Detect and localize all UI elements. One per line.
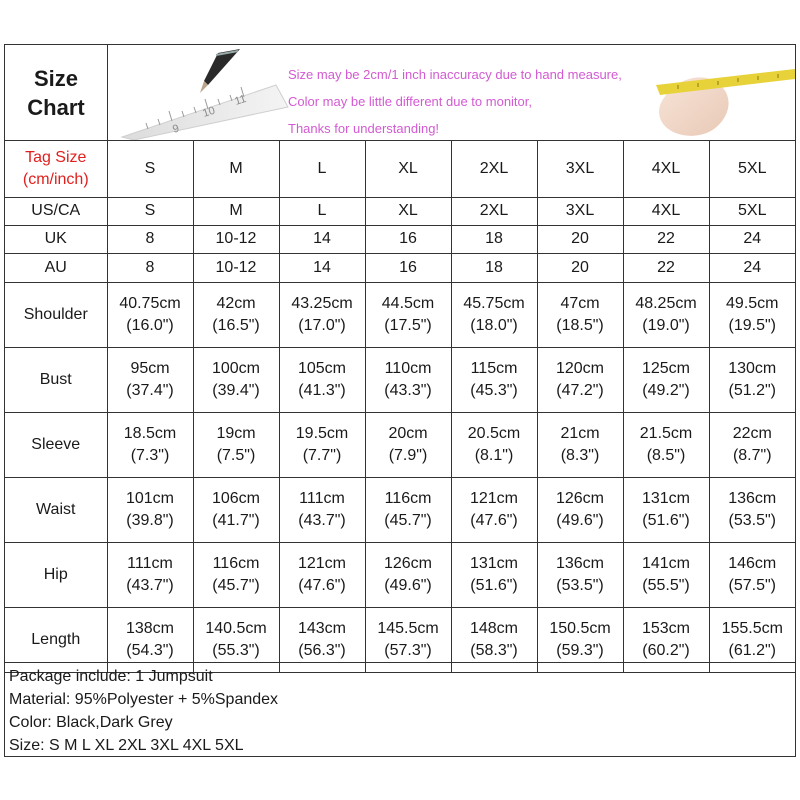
cm-value: 145.5cm bbox=[377, 619, 439, 637]
size-cell: 20 bbox=[537, 253, 623, 282]
cm-value: 126cm bbox=[555, 489, 605, 507]
measurement-label: Length bbox=[5, 607, 107, 672]
cm-value: 19cm bbox=[216, 424, 256, 442]
inch-value: (8.1") bbox=[474, 446, 514, 464]
measurement-cell bbox=[365, 477, 451, 542]
measurement-cell bbox=[451, 282, 537, 347]
measurement-cell bbox=[365, 412, 451, 477]
cm-value: 95cm bbox=[130, 359, 170, 377]
cm-value: 131cm bbox=[641, 489, 691, 507]
row-label: AU bbox=[5, 253, 107, 282]
cm-value: 105cm bbox=[297, 359, 347, 377]
inch-value: (8.7") bbox=[732, 446, 772, 464]
cm-value: 49.5cm bbox=[726, 294, 779, 312]
inch-value: (57.3") bbox=[384, 641, 432, 659]
size-cell: 16 bbox=[365, 253, 451, 282]
cm-value: 125cm bbox=[641, 359, 691, 377]
size-cell: 14 bbox=[279, 253, 365, 282]
cm-value: 111cm bbox=[299, 489, 345, 507]
tag-size-row bbox=[5, 141, 795, 197]
measurement-cell bbox=[623, 347, 709, 412]
measurement-row bbox=[5, 542, 795, 607]
cm-value: 40.75cm bbox=[119, 294, 181, 312]
measurement-label: Waist bbox=[5, 477, 107, 542]
cm-value: 150.5cm bbox=[549, 619, 611, 637]
cm-value: 110cm bbox=[384, 359, 432, 377]
measurement-label: Bust bbox=[5, 347, 107, 412]
inch-value: (53.5") bbox=[728, 511, 776, 529]
cm-value: 21.5cm bbox=[639, 424, 693, 442]
cm-value: 19.5cm bbox=[295, 424, 349, 442]
inch-value: (8.3") bbox=[560, 446, 600, 464]
inch-value: (7.7") bbox=[302, 446, 342, 464]
cm-value: 140.5cm bbox=[205, 619, 267, 637]
measurement-cell bbox=[279, 282, 365, 347]
ruler-icon bbox=[122, 85, 288, 140]
tag-size-cell: S bbox=[107, 141, 193, 197]
inch-value: (7.3") bbox=[130, 446, 170, 464]
measurement-cell bbox=[365, 282, 451, 347]
measurement-cell bbox=[193, 347, 279, 412]
size-cell: 14 bbox=[279, 225, 365, 253]
tag-size-cell: 4XL bbox=[623, 141, 709, 197]
measurement-cell bbox=[279, 477, 365, 542]
size-cell: 2XL bbox=[451, 197, 537, 225]
size-cell: XL bbox=[365, 197, 451, 225]
size-cell: L bbox=[279, 197, 365, 225]
size-cell: 20 bbox=[537, 225, 623, 253]
chart-title bbox=[5, 45, 108, 140]
ruler-digit-11: 11 bbox=[233, 92, 248, 108]
ruler-digit-10: 10 bbox=[201, 104, 217, 120]
size-chart bbox=[4, 44, 796, 757]
tag-size-label-line: (cm/inch) bbox=[22, 170, 89, 188]
size-cell: 22 bbox=[623, 253, 709, 282]
size-cell: M bbox=[193, 197, 279, 225]
pencil-icon bbox=[200, 49, 240, 93]
material: Material: 95%Polyester + 5%Spandex bbox=[9, 691, 279, 708]
inch-value: (60.2") bbox=[642, 641, 690, 659]
note-line: Color may be little different due to monitor, bbox=[288, 94, 532, 109]
inch-value: (41.3") bbox=[298, 381, 346, 399]
inch-value: (55.3") bbox=[212, 641, 260, 659]
product-details bbox=[5, 662, 795, 756]
inch-value: (58.3") bbox=[470, 641, 518, 659]
inch-value: (51.2") bbox=[728, 381, 776, 399]
inch-value: (45.7") bbox=[212, 576, 260, 594]
inch-value: (37.4") bbox=[126, 381, 174, 399]
size-cell: S bbox=[107, 197, 193, 225]
inch-value: (17.0") bbox=[298, 316, 346, 334]
inch-value: (18.0") bbox=[470, 316, 518, 334]
tag-size-cell: 5XL bbox=[709, 141, 795, 197]
tag-size-label-line: Tag Size bbox=[25, 148, 87, 166]
inch-value: (49.2") bbox=[642, 381, 690, 399]
size-cell: 8 bbox=[107, 225, 193, 253]
measurement-row bbox=[5, 282, 795, 347]
measurement-cell bbox=[279, 412, 365, 477]
cm-value: 120cm bbox=[555, 359, 605, 377]
cm-value: 20.5cm bbox=[467, 424, 521, 442]
inch-value: (61.2") bbox=[728, 641, 776, 659]
measurement-cell bbox=[107, 282, 193, 347]
cm-value: 136cm bbox=[555, 554, 605, 572]
inch-value: (41.7") bbox=[212, 511, 260, 529]
measurement-cell bbox=[193, 542, 279, 607]
row-label: UK bbox=[5, 225, 107, 253]
cm-value: 48.25cm bbox=[635, 294, 697, 312]
chart-header bbox=[5, 45, 795, 141]
measurement-cell bbox=[537, 282, 623, 347]
size-table bbox=[5, 141, 795, 673]
package-include: Package include: 1 Jumpsuit bbox=[9, 668, 213, 685]
cm-value: 155.5cm bbox=[721, 619, 783, 637]
size-row bbox=[5, 253, 795, 282]
inch-value: (47.6") bbox=[298, 576, 346, 594]
cm-value: 44.5cm bbox=[381, 294, 435, 312]
cm-value: 138cm bbox=[125, 619, 175, 637]
cm-value: 116cm bbox=[212, 554, 260, 572]
measurement-cell bbox=[193, 477, 279, 542]
inch-value: (7.9") bbox=[388, 446, 428, 464]
inch-value: (43.3") bbox=[384, 381, 432, 399]
cm-value: 136cm bbox=[728, 489, 777, 507]
tag-size-cell: XL bbox=[365, 141, 451, 197]
measurement-label: Shoulder bbox=[5, 282, 107, 347]
inch-value: (55.5") bbox=[642, 576, 690, 594]
size-cell: 22 bbox=[623, 225, 709, 253]
cm-value: 143cm bbox=[297, 619, 347, 637]
measurement-cell bbox=[451, 347, 537, 412]
measurement-cell bbox=[193, 412, 279, 477]
cm-value: 116cm bbox=[384, 489, 432, 507]
cm-value: 131cm bbox=[469, 554, 519, 572]
cm-value: 115cm bbox=[470, 359, 518, 377]
cm-value: 20cm bbox=[388, 424, 428, 442]
measurement-cell bbox=[107, 347, 193, 412]
measurement-cell bbox=[107, 412, 193, 477]
inch-value: (16.5") bbox=[212, 316, 260, 334]
title-line-1: Size bbox=[33, 65, 79, 91]
cm-value: 47cm bbox=[560, 294, 600, 312]
cm-value: 111cm bbox=[127, 554, 173, 572]
note-line: Size may be 2cm/1 inch inaccuracy due to hand measure, bbox=[288, 67, 622, 82]
measurement-cell bbox=[451, 542, 537, 607]
color-options: Color: Black,Dark Grey bbox=[9, 714, 173, 731]
measurement-cell bbox=[709, 412, 795, 477]
inch-value: (59.3") bbox=[556, 641, 604, 659]
row-label: US/CA bbox=[5, 197, 107, 225]
inch-value: (57.5") bbox=[728, 576, 776, 594]
inch-value: (47.6") bbox=[470, 511, 518, 529]
measurement-cell bbox=[451, 412, 537, 477]
ruler-digit-9: 9 bbox=[171, 122, 181, 136]
inch-value: (47.2") bbox=[556, 381, 604, 399]
inch-value: (18.5") bbox=[556, 316, 604, 334]
measurement-cell bbox=[623, 282, 709, 347]
inch-value: (43.7") bbox=[126, 576, 174, 594]
cm-value: 45.75cm bbox=[463, 294, 525, 312]
size-cell: 24 bbox=[709, 253, 795, 282]
cm-value: 42cm bbox=[216, 294, 256, 312]
measurement-cell bbox=[623, 477, 709, 542]
size-cell: 10-12 bbox=[193, 253, 279, 282]
size-options: Size: S M L XL 2XL 3XL 4XL 5XL bbox=[9, 737, 244, 754]
size-cell: 16 bbox=[365, 225, 451, 253]
cm-value: 43.25cm bbox=[291, 294, 353, 312]
cm-value: 148cm bbox=[469, 619, 519, 637]
cm-value: 141cm bbox=[641, 554, 691, 572]
tag-size-cell: 2XL bbox=[451, 141, 537, 197]
measurement-row bbox=[5, 412, 795, 477]
cm-value: 121cm bbox=[297, 554, 347, 572]
size-cell: 10-12 bbox=[193, 225, 279, 253]
cm-value: 121cm bbox=[469, 489, 519, 507]
measurement-cell bbox=[537, 477, 623, 542]
inch-value: (49.6") bbox=[384, 576, 432, 594]
measurement-row bbox=[5, 477, 795, 542]
inch-value: (56.3") bbox=[298, 641, 346, 659]
inch-value: (8.5") bbox=[646, 446, 686, 464]
inch-value: (45.7") bbox=[384, 511, 432, 529]
measurement-cell bbox=[537, 412, 623, 477]
measurement-cell bbox=[107, 542, 193, 607]
measurement-cell bbox=[279, 347, 365, 412]
measurement-cell bbox=[709, 477, 795, 542]
inch-value: (19.0") bbox=[642, 316, 690, 334]
measurement-label: Sleeve bbox=[5, 412, 107, 477]
measurement-cell bbox=[365, 347, 451, 412]
cm-value: 18.5cm bbox=[123, 424, 177, 442]
measurement-cell bbox=[709, 282, 795, 347]
note-line: Thanks for understanding! bbox=[288, 121, 440, 136]
measurement-cell bbox=[193, 282, 279, 347]
measurement-cell bbox=[709, 347, 795, 412]
cm-value: 153cm bbox=[641, 619, 691, 637]
tag-size-cell: M bbox=[193, 141, 279, 197]
inch-value: (17.5") bbox=[384, 316, 432, 334]
inch-value: (51.6") bbox=[470, 576, 518, 594]
measurement-cell bbox=[623, 542, 709, 607]
measurement-cell bbox=[451, 477, 537, 542]
cm-value: 130cm bbox=[728, 359, 777, 377]
size-cell: 18 bbox=[451, 225, 537, 253]
measurement-row bbox=[5, 347, 795, 412]
size-cell: 18 bbox=[451, 253, 537, 282]
size-cell: 24 bbox=[709, 225, 795, 253]
size-cell: 4XL bbox=[623, 197, 709, 225]
size-cell: 8 bbox=[107, 253, 193, 282]
measurement-cell bbox=[365, 542, 451, 607]
hand-tape-icon bbox=[656, 69, 795, 136]
tag-size-cell: L bbox=[279, 141, 365, 197]
tag-size-cell: 3XL bbox=[537, 141, 623, 197]
inch-value: (45.3") bbox=[470, 381, 518, 399]
tag-size-label bbox=[5, 141, 107, 197]
size-cell: 3XL bbox=[537, 197, 623, 225]
measurement-cell bbox=[279, 542, 365, 607]
cm-value: 21cm bbox=[560, 424, 600, 442]
inch-value: (16.0") bbox=[126, 316, 174, 334]
measurement-cell bbox=[623, 412, 709, 477]
inch-value: (51.6") bbox=[642, 511, 690, 529]
cm-value: 101cm bbox=[125, 489, 175, 507]
cm-value: 126cm bbox=[383, 554, 433, 572]
inch-value: (7.5") bbox=[216, 446, 256, 464]
banner-notes bbox=[288, 61, 622, 140]
measurement-cell bbox=[107, 477, 193, 542]
cm-value: 146cm bbox=[728, 554, 777, 572]
inch-value: (39.8") bbox=[126, 511, 174, 529]
inch-value: (49.6") bbox=[556, 511, 604, 529]
inch-value: (39.4") bbox=[212, 381, 260, 399]
measurement-banner bbox=[108, 45, 795, 140]
measurement-label: Hip bbox=[5, 542, 107, 607]
inch-value: (19.5") bbox=[728, 316, 776, 334]
measurement-cell bbox=[537, 347, 623, 412]
measurement-cell bbox=[709, 542, 795, 607]
inch-value: (43.7") bbox=[298, 511, 346, 529]
inch-value: (54.3") bbox=[126, 641, 174, 659]
size-row bbox=[5, 225, 795, 253]
cm-value: 106cm bbox=[211, 489, 261, 507]
size-cell: 5XL bbox=[709, 197, 795, 225]
title-line-2: Chart bbox=[27, 94, 85, 120]
inch-value: (53.5") bbox=[556, 576, 604, 594]
size-row bbox=[5, 197, 795, 225]
cm-value: 22cm bbox=[732, 424, 772, 442]
measurement-cell bbox=[537, 542, 623, 607]
cm-value: 100cm bbox=[211, 359, 261, 377]
